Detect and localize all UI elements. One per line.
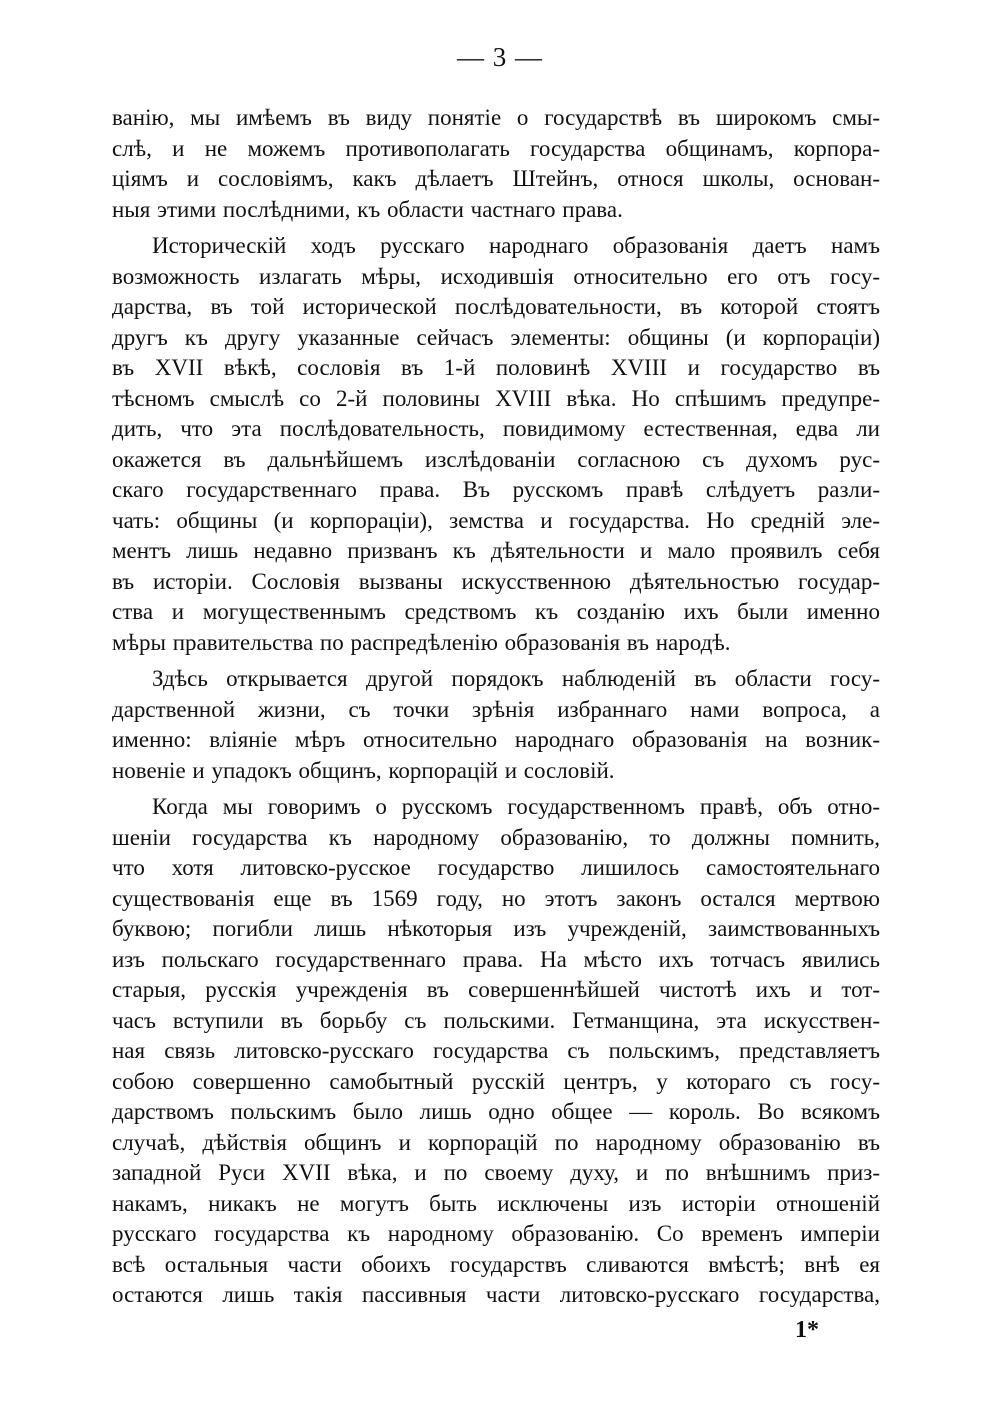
text-line: въ XVII вѣкѣ, сословія въ 1-й половинѣ XVIII и государство въ	[112, 355, 880, 380]
text-line: ціямъ и сословіямъ, какъ дѣлаетъ Штейнъ, относя школы, основан-	[112, 166, 880, 191]
text-line: окажется въ дальнѣйшемъ изслѣдованіи согласною съ духомъ рус-	[112, 446, 880, 472]
text-line: накамъ, никакъ не могутъ быть исключены изъ исторіи отношеній	[112, 1190, 880, 1216]
text-line: ныя этими послѣдними, къ области частнаго права.	[112, 196, 623, 222]
text-line: ная связь литовско-русскаго государства съ польскимъ, представляетъ	[112, 1038, 880, 1063]
text-line: что хотя литовско-русское государство лишилось самостоятельнаго	[112, 855, 880, 880]
text-line: дарства, въ той исторической послѣдовательности, въ которой стоятъ	[112, 294, 880, 319]
text-line: тѣсномъ смыслѣ со 2-й половины XVIII вѣка. Но спѣшимъ предупре-	[112, 385, 880, 411]
text-line: остаются лишь такія пассивныя части литовско-русскаго государства,	[112, 1282, 880, 1307]
text-line: ванію, мы имѣемъ въ виду понятіе о государствѣ въ широкомъ смы-	[112, 105, 880, 130]
text-line: возможность излагать мѣры, исходившія относительно его отъ госу-	[112, 263, 880, 289]
text-line: чать: общины (и корпораціи), земства и государства. Но средній эле-	[112, 507, 880, 533]
text-line: мѣры правительства по распредѣленію образованія въ народѣ.	[112, 629, 731, 655]
text-line: слѣ, и не можемъ противополагать государства общинамъ, корпора-	[112, 135, 880, 161]
signature-mark: 1*	[795, 1317, 819, 1343]
body-text	[112, 103, 880, 1311]
text-line: случаѣ, дѣйствія общинъ и корпорацій по народному образованію въ	[112, 1129, 880, 1155]
text-line: буквою; погибли лишь нѣкоторыя изъ учрежденій, заимствованныхъ	[112, 916, 880, 941]
text-line: скаго государственнаго права. Въ русскомъ правѣ слѣдуетъ разли-	[112, 477, 880, 502]
text-line: ментъ лишь недавно призванъ къ дѣятельности и мало проявилъ себя	[112, 538, 880, 563]
text-line: собою совершенно самобытный русскій центръ, у котораго съ госу-	[112, 1068, 880, 1094]
text-line: изъ польскаго государственнаго права. На мѣсто ихъ тотчасъ явились	[112, 946, 880, 972]
text-line: русскаго государства къ народному образованію. Со временъ имперіи	[112, 1221, 880, 1246]
text-line: въ исторіи. Сословія вызваны искусственною дѣятельностью государ-	[112, 568, 880, 594]
text-line: старыя, русскія учрежденія въ совершеннѣйшей чистотѣ ихъ и тот-	[112, 977, 880, 1002]
text-line: дить, что эта послѣдовательность, повидимому естественная, едва ли	[112, 416, 880, 441]
text-line: существованія еще въ 1569 году, но этотъ законъ остался мертвою	[112, 885, 880, 911]
page-number: — 3 —	[457, 42, 543, 72]
text-line: другъ къ другу указанные сейчасъ элементы: общины (и корпораціи)	[112, 324, 880, 350]
text-line: ства и могущественнымъ средствомъ къ созданію ихъ были именно	[112, 599, 880, 624]
text-line: Историческій ходъ русскаго народнаго образованія даетъ намъ	[152, 233, 880, 258]
text-line: дарственной жизни, съ точки зрѣнія избраннаго нами вопроса, а	[112, 696, 880, 722]
text-line: всѣ остальныя части обоихъ государствъ сливаются вмѣстѣ; внѣ ея	[112, 1251, 880, 1277]
text-line: новеніе и упадокъ общинъ, корпорацій и сословій.	[112, 757, 615, 783]
text-line: Здѣсь открывается другой порядокъ наблюденій въ области госу-	[152, 666, 880, 691]
text-line: шеніи государства къ народному образованію, то должны помнить,	[112, 824, 880, 850]
text-line: западной Руси XVII вѣка, и по своему духу, и по внѣшнимъ приз-	[112, 1160, 880, 1185]
text-line: часъ вступили въ борьбу съ польскими. Гетманщина, эта искусствен-	[112, 1007, 880, 1033]
text-line: дарствомъ польскимъ было лишь одно общее — король. Во всякомъ	[112, 1099, 880, 1124]
text-line: Когда мы говоримъ о русскомъ государственномъ правѣ, объ отно-	[152, 794, 880, 819]
text-line: именно: вліяніе мѣръ относительно народнаго образованія на возник-	[112, 727, 880, 752]
